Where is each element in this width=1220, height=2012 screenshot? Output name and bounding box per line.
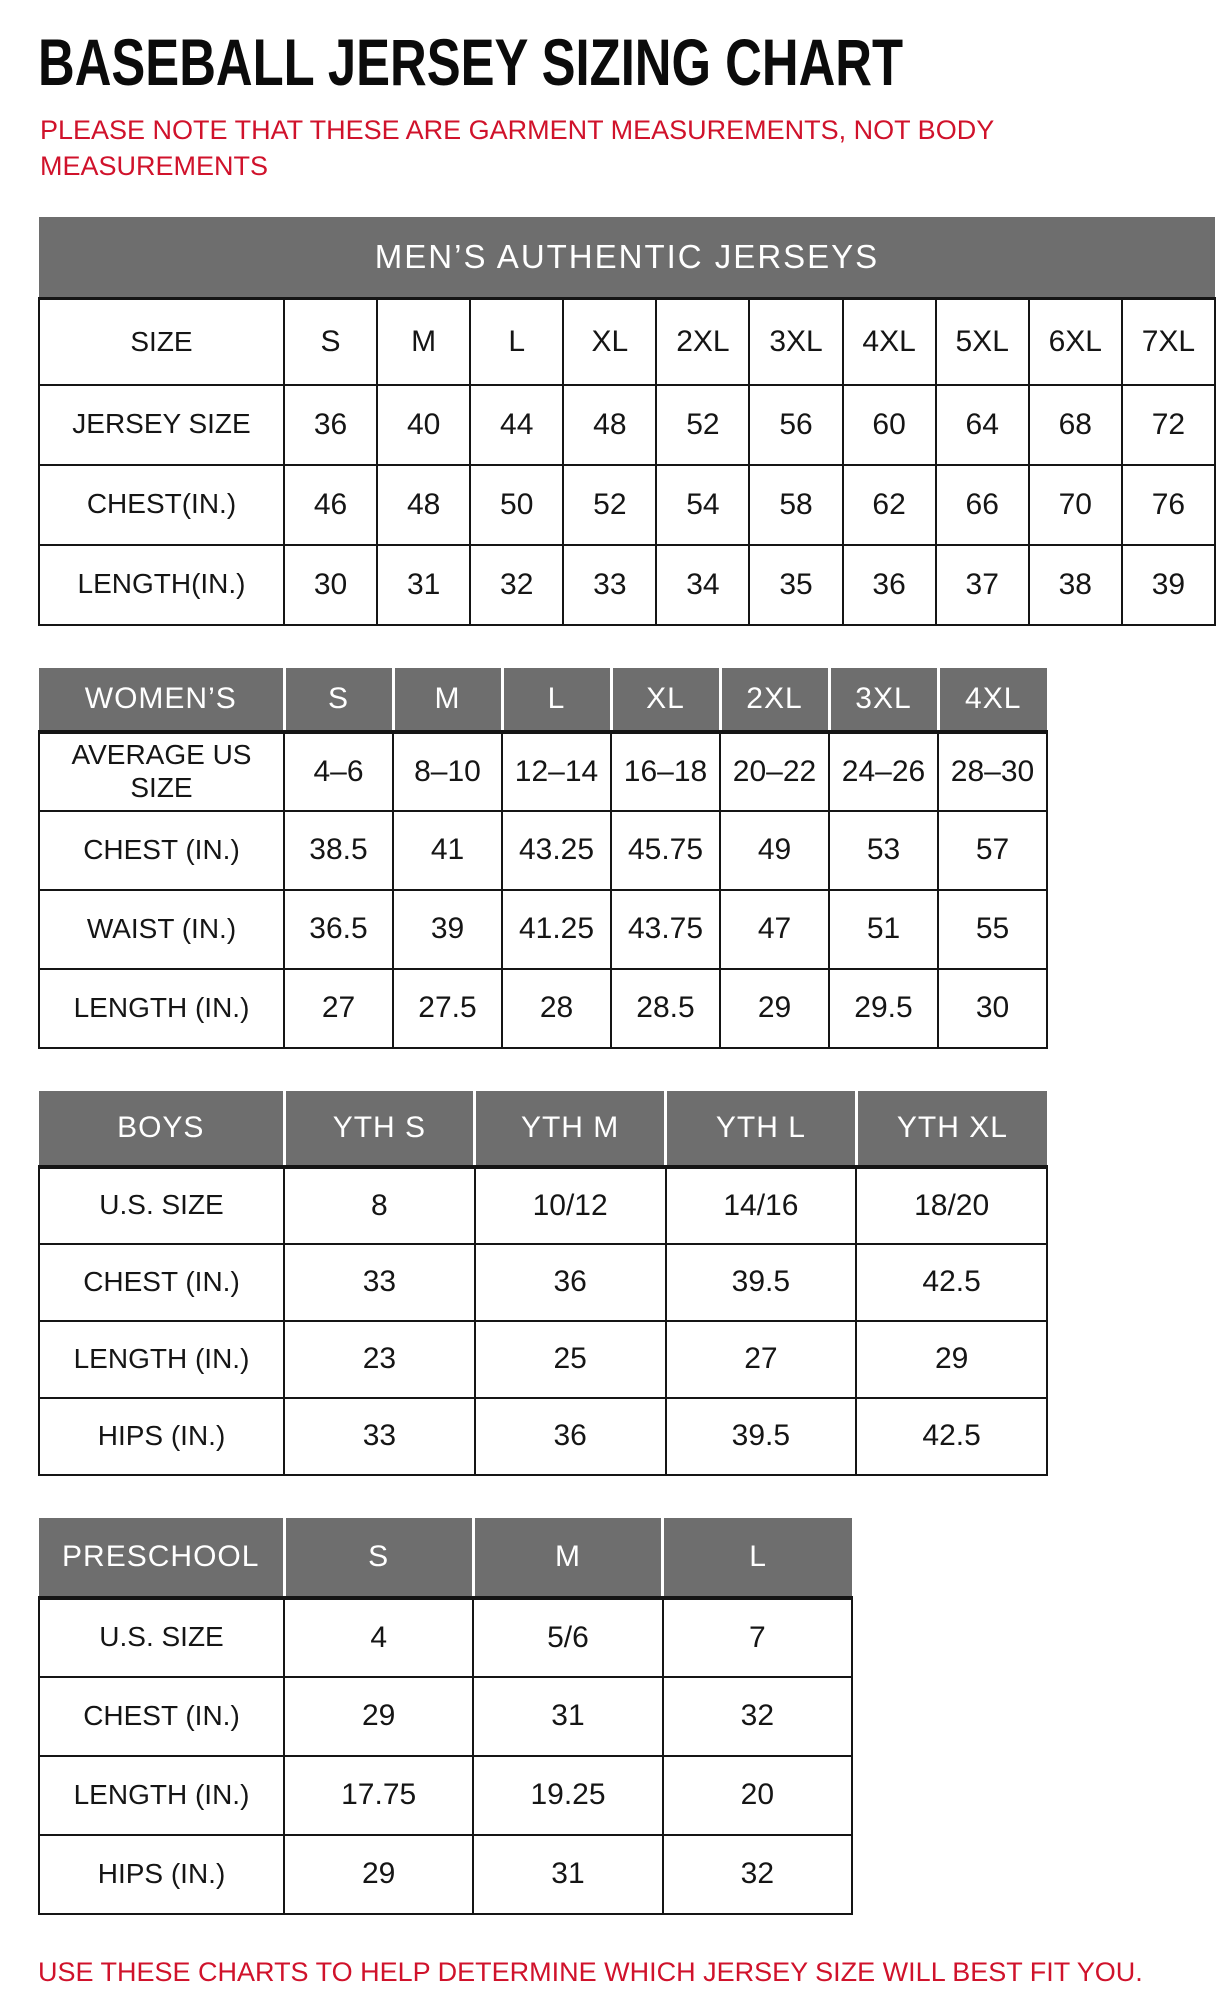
womens-sizing-table [38,668,1048,1049]
mens-measurement-value: 50 [470,465,563,545]
womens-measurement-value: 47 [720,890,829,969]
mens-size-column-header: XL [563,299,656,385]
womens-measurement-value: 45.75 [611,811,720,890]
mens-measurement-value: 54 [656,465,749,545]
preschool-row-label: HIPS (IN.) [39,1835,284,1914]
mens-size-column-header: L [470,299,563,385]
mens-measurement-value: 56 [749,385,842,465]
boys-measurement-value: 27 [666,1321,857,1398]
mens-size-column-header: 3XL [749,299,842,385]
boys-row-label: HIPS (IN.) [39,1398,284,1475]
womens-measurement-value: 41.25 [502,890,611,969]
preschool-measurement-value: 31 [473,1677,662,1756]
preschool-measurement-value: 17.75 [284,1756,473,1835]
boys-measurement-value: 36 [475,1244,666,1321]
mens-measurement-value: 58 [749,465,842,545]
mens-measurement-value: 68 [1029,385,1122,465]
boys-measurement-value: 23 [284,1321,475,1398]
womens-row-label: AVERAGE US SIZE [39,732,284,811]
womens-measurement-value: 38.5 [284,811,393,890]
mens-measurement-value: 76 [1122,465,1215,545]
mens-measurement-value: 52 [563,465,656,545]
mens-size-column-header: M [377,299,470,385]
garment-note-text: PLEASE NOTE THAT THESE ARE GARMENT MEASUREMENTS, NOT BODY MEASUREMENTS [40,115,994,181]
boys-measurement-value: 42.5 [856,1398,1047,1475]
womens-measurement-value: 28–30 [938,732,1047,811]
boys-measurement-value: 25 [475,1321,666,1398]
boys-measurement-value: 39.5 [666,1244,857,1321]
preschool-measurement-value: 7 [663,1598,852,1677]
womens-size-column-header: 4XL [938,668,1047,732]
womens-measurement-value: 39 [393,890,502,969]
mens-size-column-header: 5XL [936,299,1029,385]
mens-measurement-value: 30 [284,545,377,625]
boys-measurement-value: 14/16 [666,1167,857,1244]
preschool-measurement-value: 29 [284,1677,473,1756]
mens-measurement-value: 62 [843,465,936,545]
womens-size-column-header: 2XL [720,668,829,732]
mens-measurement-value: 34 [656,545,749,625]
preschool-measurement-value: 32 [663,1677,852,1756]
womens-measurement-value: 51 [829,890,938,969]
preschool-measurement-value: 31 [473,1835,662,1914]
womens-measurement-value: 36.5 [284,890,393,969]
boys-measurement-value: 42.5 [856,1244,1047,1321]
mens-size-column-header: 7XL [1122,299,1215,385]
preschool-measurement-value: 4 [284,1598,473,1677]
womens-measurement-value: 41 [393,811,502,890]
mens-size-column-header: 6XL [1029,299,1122,385]
boys-row-label: CHEST (IN.) [39,1244,284,1321]
mens-banner-header: MEN’S AUTHENTIC JERSEYS [39,217,1215,299]
womens-corner-header: WOMEN’S [39,668,284,732]
boys-row-label: LENGTH (IN.) [39,1321,284,1398]
mens-measurement-value: 48 [377,465,470,545]
mens-size-column-header: 2XL [656,299,749,385]
boys-measurement-value: 39.5 [666,1398,857,1475]
womens-measurement-value: 30 [938,969,1047,1048]
mens-sizing-table [38,217,1216,626]
preschool-size-column-header: L [663,1518,852,1598]
mens-measurement-value: 35 [749,545,842,625]
womens-measurement-value: 49 [720,811,829,890]
mens-row-label: JERSEY SIZE [39,385,284,465]
preschool-row-label: CHEST (IN.) [39,1677,284,1756]
womens-measurement-value: 27 [284,969,393,1048]
mens-measurement-value: 72 [1122,385,1215,465]
footer-text: USE THESE CHARTS TO HELP DETERMINE WHICH JERSEY SIZE WILL BEST FIT YOU. [38,1956,1143,1987]
mens-measurement-value: 31 [377,545,470,625]
womens-measurement-value: 12–14 [502,732,611,811]
mens-size-column-header: 4XL [843,299,936,385]
womens-measurement-value: 57 [938,811,1047,890]
preschool-size-column-header: S [284,1518,473,1598]
womens-measurement-value: 55 [938,890,1047,969]
preschool-row-label: LENGTH (IN.) [39,1756,284,1835]
preschool-corner-header: PRESCHOOL [39,1518,284,1598]
mens-corner-header: SIZE [39,299,284,385]
mens-row-label: LENGTH(IN.) [39,545,284,625]
womens-measurement-value: 24–26 [829,732,938,811]
boys-size-column-header: YTH XL [856,1091,1047,1167]
preschool-sizing-table [38,1518,853,1915]
womens-measurement-value: 53 [829,811,938,890]
womens-size-column-header: S [284,668,393,732]
womens-measurement-value: 29 [720,969,829,1048]
mens-measurement-value: 44 [470,385,563,465]
boys-measurement-value: 18/20 [856,1167,1047,1244]
womens-measurement-value: 27.5 [393,969,502,1048]
mens-measurement-value: 64 [936,385,1029,465]
womens-measurement-value: 43.25 [502,811,611,890]
boys-measurement-value: 36 [475,1398,666,1475]
womens-size-column-header: 3XL [829,668,938,732]
boys-row-label: U.S. SIZE [39,1167,284,1244]
boys-measurement-value: 29 [856,1321,1047,1398]
womens-measurement-value: 29.5 [829,969,938,1048]
preschool-measurement-value: 5/6 [473,1598,662,1677]
mens-measurement-value: 32 [470,545,563,625]
womens-row-label: CHEST (IN.) [39,811,284,890]
mens-measurement-value: 36 [284,385,377,465]
preschool-measurement-value: 19.25 [473,1756,662,1835]
womens-row-label: LENGTH (IN.) [39,969,284,1048]
sizing-tables-container [38,217,1196,1915]
preschool-measurement-value: 29 [284,1835,473,1914]
womens-size-column-header: L [502,668,611,732]
mens-measurement-value: 46 [284,465,377,545]
mens-measurement-value: 36 [843,545,936,625]
page-title: BASEBALL JERSEY SIZING CHART [38,25,904,99]
preschool-measurement-value: 32 [663,1835,852,1914]
preschool-row-label: U.S. SIZE [39,1598,284,1677]
womens-measurement-value: 4–6 [284,732,393,811]
womens-row-label: WAIST (IN.) [39,890,284,969]
womens-size-column-header: M [393,668,502,732]
mens-measurement-value: 48 [563,385,656,465]
boys-measurement-value: 10/12 [475,1167,666,1244]
boys-measurement-value: 8 [284,1167,475,1244]
womens-measurement-value: 8–10 [393,732,502,811]
boys-measurement-value: 33 [284,1398,475,1475]
mens-size-column-header: S [284,299,377,385]
mens-measurement-value: 37 [936,545,1029,625]
preschool-measurement-value: 20 [663,1756,852,1835]
mens-measurement-value: 70 [1029,465,1122,545]
preschool-size-column-header: M [473,1518,662,1598]
womens-measurement-value: 28 [502,969,611,1048]
boys-size-column-header: YTH M [475,1091,666,1167]
womens-measurement-value: 43.75 [611,890,720,969]
mens-measurement-value: 33 [563,545,656,625]
mens-measurement-value: 39 [1122,545,1215,625]
mens-measurement-value: 60 [843,385,936,465]
boys-size-column-header: YTH S [284,1091,475,1167]
womens-measurement-value: 16–18 [611,732,720,811]
boys-measurement-value: 33 [284,1244,475,1321]
mens-row-label: CHEST(IN.) [39,465,284,545]
boys-sizing-table [38,1091,1048,1476]
mens-measurement-value: 66 [936,465,1029,545]
mens-measurement-value: 38 [1029,545,1122,625]
boys-size-column-header: YTH L [666,1091,857,1167]
womens-size-column-header: XL [611,668,720,732]
boys-corner-header: BOYS [39,1091,284,1167]
mens-measurement-value: 40 [377,385,470,465]
womens-measurement-value: 20–22 [720,732,829,811]
mens-measurement-value: 52 [656,385,749,465]
womens-measurement-value: 28.5 [611,969,720,1048]
